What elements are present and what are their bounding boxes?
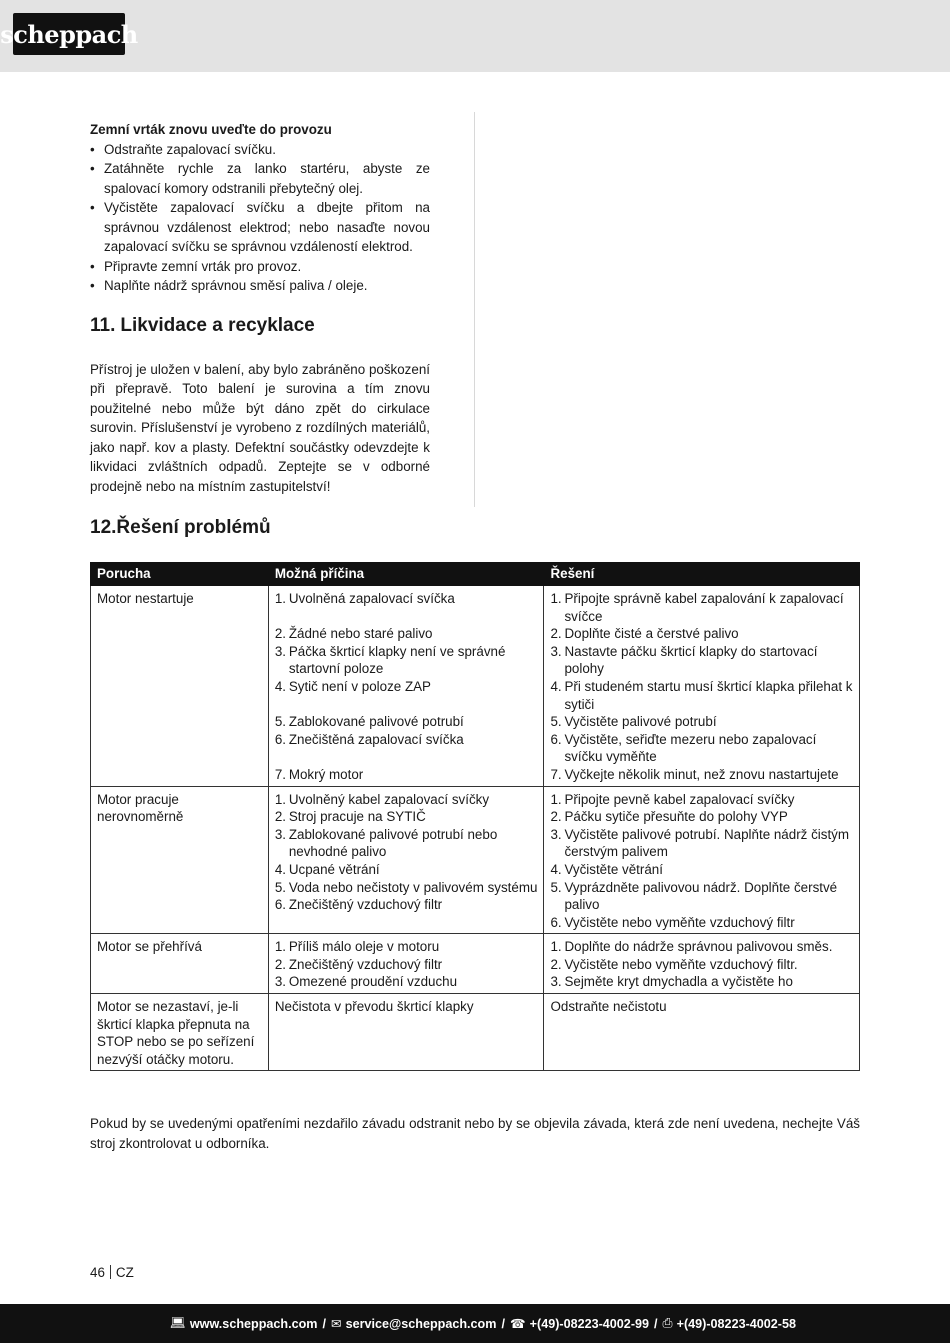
list-item [550,643,853,678]
restart-list [90,140,430,296]
item-number: 3. [274,974,286,990]
item-text: Vyčistěte nebo vyměňte vzduchový filtr [564,914,795,930]
restart-heading: Zemní vrták znovu uveďte do provozu [90,122,332,137]
item-number: 2. [550,809,562,825]
item-text: Ucpané větrání [288,861,380,877]
list-item: • Připravte zemní vrták pro provoz. [90,257,430,277]
footer-separator: / [501,1316,505,1331]
table-row [91,934,860,994]
item-text: Vyčkejte několik minut, než znovu nastartujete [564,766,839,782]
item-text: Omezené proudění vzduchu [288,974,458,990]
item-text: Žádné nebo staré palivo [288,626,433,642]
item-number: 5. [274,714,286,730]
list-item [275,643,538,678]
item-text: Vyčistěte, seřiďte mezeru nebo zapalovací svíčku vyměňte [564,731,817,765]
mail-icon: ✉︎ [331,1317,342,1331]
footer-bar [0,1304,950,1343]
item-text: Doplňte do nádrže správnou palivovou směs. [564,939,833,955]
item-number: 6. [550,731,562,747]
section-number: 11. [90,314,116,336]
list-item [550,938,853,956]
item-number: 5. [550,879,562,895]
item-number: 3. [550,643,562,659]
footer-phone[interactable]: +(49)-08223-4002-99 [529,1316,650,1331]
column-header: Řešení [544,563,860,586]
item-number: 2. [550,956,562,972]
item-number: 2. [274,956,286,972]
item-number: 5. [550,714,562,730]
item-text: Vyčistěte palivové potrubí. Naplňte nádrž čistým čerstvým palivem [564,826,850,860]
footer-separator: / [322,1316,326,1331]
footer-email[interactable]: service@scheppach.com [345,1316,497,1331]
item-number: 3. [550,974,562,990]
table-row [91,994,860,1071]
solution-cell-list [550,938,853,991]
troubleshooting-table [90,562,860,1071]
item-number: 7. [274,766,286,782]
list-item [550,625,853,643]
list-item [550,766,853,784]
brand-logo[interactable]: scheppach [13,13,125,55]
item-number: 1. [550,791,562,807]
item-number: 2. [274,809,286,825]
top-bar [0,0,950,72]
list-item [550,590,853,625]
item-number: 4. [274,678,286,694]
solution-cell [544,994,860,1071]
item-text: Připojte správně kabel zapalování k zapalovací svíčce [564,591,844,624]
section-title: Likvidace a recyklace [120,314,315,336]
item-text: Nastavte páčku škrticí klapky do startovací polohy [564,643,818,677]
list-item [275,956,538,974]
page-number-value: 46 [90,1265,105,1280]
item-number: 4. [550,861,562,877]
list-item [275,625,538,643]
solution-cell-list [550,791,853,932]
list-item [275,896,538,914]
list-item [550,973,853,991]
cause-cell [268,994,544,1071]
item-number: 3. [274,826,286,842]
item-number: 6. [274,731,286,747]
page-number [90,1265,134,1280]
item-number: 4. [274,861,286,877]
item-number: 2. [550,626,562,642]
footer-separator: / [654,1316,658,1331]
list-item: • Naplňte nádrž správnou směsí paliva / oleje. [90,276,430,296]
item-number: 5. [274,879,286,895]
item-text: Vyčistěte nebo vyměňte vzduchový filtr. [564,956,798,972]
list-item [275,590,538,608]
solution-cell-list [550,590,853,784]
item-number: 4. [550,678,562,694]
section-heading-disposal [90,314,430,338]
item-number: 1. [274,591,286,606]
fault-cell: Motor nestartuje [91,586,269,787]
cause-cell-list [275,938,538,991]
disposal-text: Přístroj je uložen v balení, aby bylo zabráněno poškození při přepravě. Toto balení je surovina a tím znovu použitelné nebo může být dáno zpět do cirkulace surovin. Příslušenství je vyrobeno z rozdílných materiálů, jako např. kov a plasty. Defektní součástky odevzdejte k likvidaci zvláštních odpadů. Zeptejte se v odborné prodejně nebo na místním zastupitelství! [90,361,430,494]
list-item [550,826,853,861]
page-language: CZ [115,1265,134,1280]
item-text: Znečištěný vzduchový filtr [288,956,443,972]
item-text: Doplňte čisté a čerstvé palivo [564,626,739,642]
item-number: 3. [550,826,562,842]
item-text: Uvolněná zapalovací svíčka [288,591,455,606]
fault-cell: Motor se přehřívá [91,934,269,994]
item-number: 1. [274,791,286,807]
closing-note: Pokud by se uvedenými opatřeními nezdařilo závadu odstranit nebo by se objevila závada, která zde není uvedena, nechejte Váš stroj zkontrolovat u odborníka. [90,1116,860,1151]
phone-icon: ☎︎ [509,1317,526,1331]
fault-cell: Motor se nezastaví, je-li škrticí klapka přepnuta na STOP nebo se po seřízení nezvýší otáčky motoru. [91,994,269,1071]
item-text: Vyčistěte větrání [564,861,663,877]
item-text: Páčku sytiče přesuňte do polohy VYP [564,809,788,825]
item-text: Stroj pracuje na SYTIČ [288,809,426,825]
item-number: 6. [274,897,286,913]
list-item [550,808,853,826]
item-text: Odstraňte nečistotu [550,999,667,1015]
item-text: Uvolněný kabel zapalovací svíčky [288,791,490,807]
cause-cell [268,786,544,934]
fax-icon: ⎙︎ [662,1316,673,1330]
item-number: 7. [550,766,562,782]
item-text: Znečištěná zapalovací svíčka [288,731,464,747]
list-item [275,938,538,956]
item-text: Zablokované palivové potrubí nebo nevhodné palivo [288,826,498,860]
footer-fax: +(49)-08223-4002-58 [676,1316,796,1331]
list-item [275,879,538,897]
list-item [550,998,853,1016]
column-header: Možná příčina [268,563,544,586]
item-text: Vyčistěte palivové potrubí [564,714,717,730]
list-item [550,879,853,914]
left-column [90,120,430,496]
list-item [550,914,853,932]
item-number: 1. [550,591,562,606]
list-item [550,956,853,974]
item-text: Vyprázdněte palivovou nádrž. Doplňte čerstvé palivo [564,879,838,913]
list-item [275,678,538,696]
item-text: Příliš málo oleje v motoru [288,939,440,955]
item-text: Mokrý motor [288,766,364,782]
section-heading-troubleshooting [90,516,271,540]
item-text: Sejměte kryt dmychadla a vyčistěte ho [564,974,793,990]
item-text: Znečištěný vzduchový filtr [288,897,443,913]
item-number: 6. [550,914,562,930]
cause-cell [268,586,544,787]
solution-cell [544,786,860,934]
list-item [550,678,853,713]
list-item [550,791,853,809]
list-item [275,766,538,784]
list-item [275,998,538,1016]
list-item [275,731,538,749]
table-header-row [91,563,860,586]
section-number: 12. [90,517,117,538]
cause-cell-list [275,791,538,914]
item-number: 1. [274,939,286,955]
list-item: • Odstraňte zapalovací svíčku. [90,140,430,160]
item-text: Připojte pevně kabel zapalovací svíčky [564,791,795,807]
list-item [275,826,538,861]
list-item [550,731,853,766]
table-body [91,586,860,1071]
list-item [275,973,538,991]
item-text: Nečistota v převodu škrticí klapky [274,999,474,1015]
table-row [91,786,860,934]
cause-cell-list [275,998,538,1016]
section-title: Řešení problémů [116,517,271,538]
cause-cell-list [275,590,538,784]
page-separator [110,1265,111,1279]
item-number: 3. [274,643,286,659]
list-item [550,713,853,731]
computer-icon: 💻︎ [169,1316,186,1330]
item-text: Zablokované palivové potrubí [288,714,464,730]
list-item [275,861,538,879]
item-text: Sytič není v poloze ZAP [288,678,431,694]
item-text: Páčka škrticí klapky není ve správné startovní poloze [288,643,506,677]
list-item [275,713,538,731]
solution-cell [544,586,860,787]
item-number: 1. [550,939,562,955]
column-header: Porucha [91,563,269,586]
fault-cell: Motor pracuje nerovnoměrně [91,786,269,934]
list-item [275,808,538,826]
table-row [91,586,860,787]
column-divider [474,112,475,507]
list-item: • Vyčistěte zapalovací svíčku a dbejte přitom na správnou vzdálenost elektrod; nebo nasaďte novou zapalovací svíčku se správnou vzdáleností elektrod. [90,198,430,257]
solution-cell-list [550,998,853,1016]
cause-cell [268,934,544,994]
footer-website[interactable]: www.scheppach.com [189,1316,318,1331]
item-text: Při studeném startu musí škrticí klapka přilehat k sytiči [564,678,853,712]
solution-cell [544,934,860,994]
item-text: Voda nebo nečistoty v palivovém systému [288,879,538,895]
list-item: • Zatáhněte rychle za lanko startéru, abyste ze spalovací komory odstranili přebytečný olej. [90,159,430,198]
item-number: 2. [274,626,286,642]
list-item [275,791,538,809]
list-item [550,861,853,879]
